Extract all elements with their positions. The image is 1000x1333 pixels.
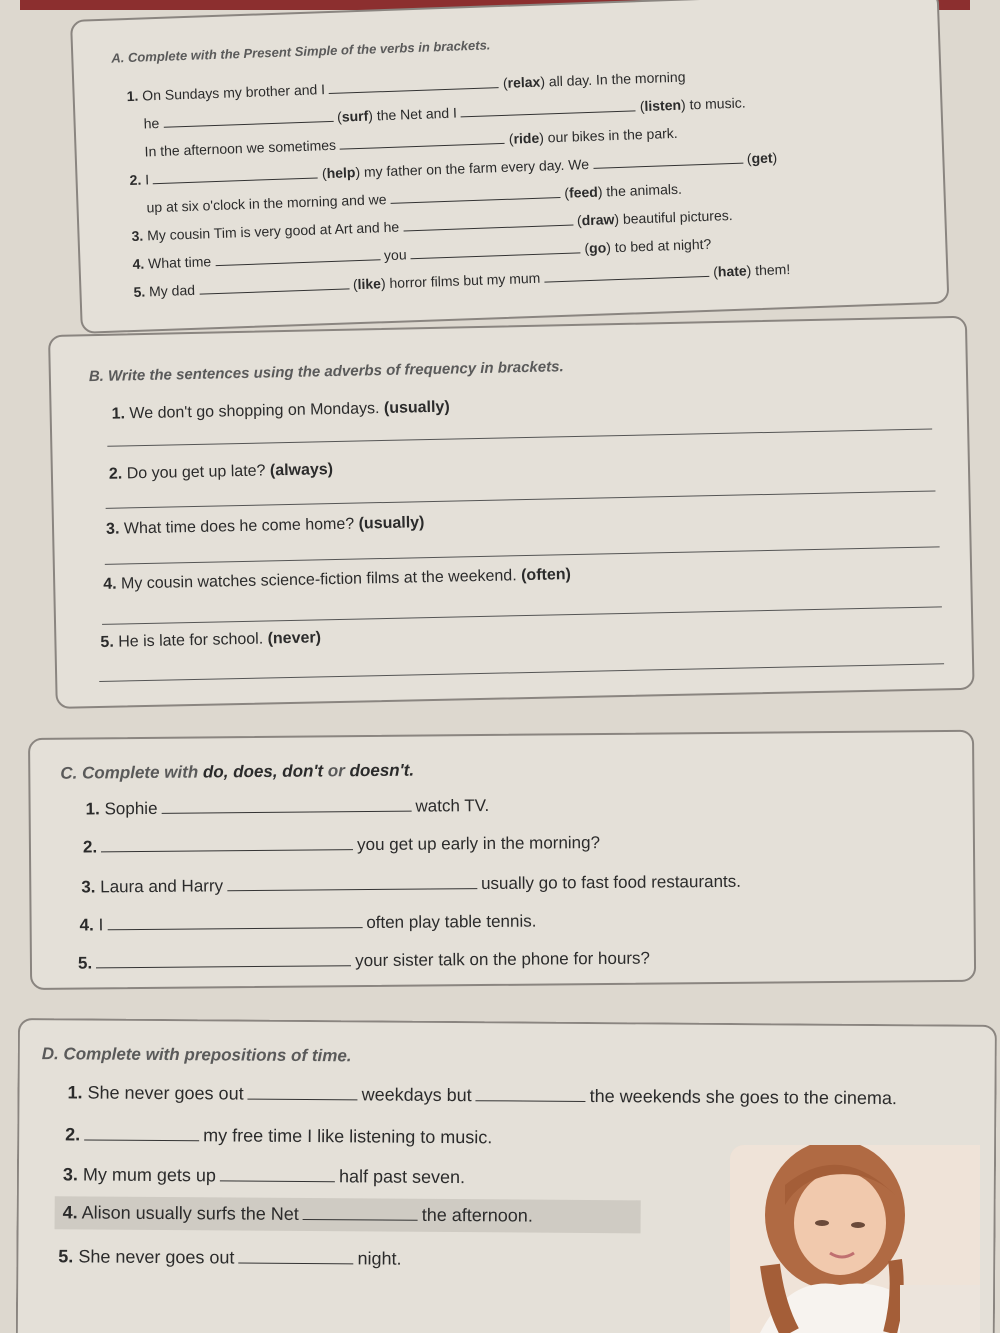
section-b-heading: B. Write the sentences using the adverbs of frequency in brackets.	[88, 358, 564, 386]
section-d-item-5: 5. She never goes out night.	[58, 1246, 402, 1269]
section-b-item-5: 5. He is late for school. (never)	[100, 629, 322, 651]
blank-c3[interactable]	[227, 887, 477, 891]
section-d-item-1: 1. She never goes out weekdays but the weekends she goes to the cinema.	[67, 1082, 897, 1109]
section-a-line-1: 1. On Sundays my brother and I (relax) all day. In the morning	[126, 68, 686, 105]
section-a-line-4: 2. I (help) my father on the farm every day. We (get)	[129, 149, 778, 189]
section-c-heading: C. Complete with do, does, don't or doesn't.	[60, 760, 415, 783]
section-d-item-2: 2. my free time I like listening to music.	[65, 1124, 493, 1148]
section-a-box	[70, 0, 949, 334]
answer-line-b1[interactable]	[107, 429, 932, 447]
blank-d1b[interactable]	[476, 1099, 586, 1102]
blank-d4[interactable]	[303, 1218, 418, 1221]
blank-d1a[interactable]	[248, 1098, 358, 1101]
section-b-box	[48, 316, 975, 709]
section-a-heading: A. Complete with the Present Simple of the verbs in brackets.	[111, 37, 491, 66]
section-c-box	[28, 730, 976, 990]
answer-line-b3[interactable]	[105, 546, 940, 564]
section-b-item-2: 2. Do you get up late? (always)	[108, 461, 334, 483]
section-a-line-3: In the afternoon we sometimes (ride) our bikes in the park.	[144, 124, 678, 160]
section-d-heading: D. Complete with prepositions of time.	[41, 1044, 352, 1066]
blank-d5[interactable]	[238, 1262, 353, 1265]
answer-line-b4[interactable]	[102, 606, 942, 625]
blank-d2[interactable]	[84, 1138, 199, 1141]
blank-d3[interactable]	[220, 1179, 335, 1182]
girl-illustration	[730, 1145, 980, 1333]
section-c-item-4: 4. I often play table tennis.	[79, 911, 537, 935]
section-b-item-1: 1. We don't go shopping on Mondays. (usually)	[111, 398, 450, 423]
blank-c1[interactable]	[162, 810, 412, 814]
section-d-item-4: 4. Alison usually surfs the Net the afternoon.	[55, 1196, 641, 1233]
section-a-line-2: he (surf) the Net and I (listen) to music.	[143, 94, 746, 132]
blank-c2[interactable]	[101, 848, 353, 852]
section-a-line-6: 3. My cousin Tim is very good at Art and he (draw) beautiful pictures.	[131, 207, 733, 244]
section-c-item-5: 5. your sister talk on the phone for hours?	[77, 948, 651, 973]
section-c-item-1: 1. Sophie watch TV.	[85, 795, 490, 819]
blank-c4[interactable]	[107, 926, 362, 930]
section-c-item-3: 3. Laura and Harry usually go to fast food restaurants.	[81, 871, 742, 897]
answer-line-b5[interactable]	[99, 663, 944, 682]
section-a-line-5: up at six o'clock in the morning and we (feed) the animals.	[146, 180, 683, 216]
blank-c5[interactable]	[96, 964, 351, 968]
girl-photo	[730, 1145, 980, 1333]
section-b-item-4: 4. My cousin watches science-fiction films at the weekend. (often)	[103, 566, 572, 593]
section-d-item-3: 3. My mum gets up half past seven.	[62, 1164, 466, 1188]
section-b-item-3: 3. What time does he come home? (usually)	[105, 514, 425, 538]
section-c-item-2: 2. you get up early in the morning?	[82, 833, 601, 857]
section-a-line-8: 5. My dad (like) horror films but my mum (hate) them!	[133, 261, 791, 300]
answer-line-b2[interactable]	[106, 490, 936, 508]
section-a-line-7: 4. What time you (go) to bed at night?	[132, 235, 712, 272]
